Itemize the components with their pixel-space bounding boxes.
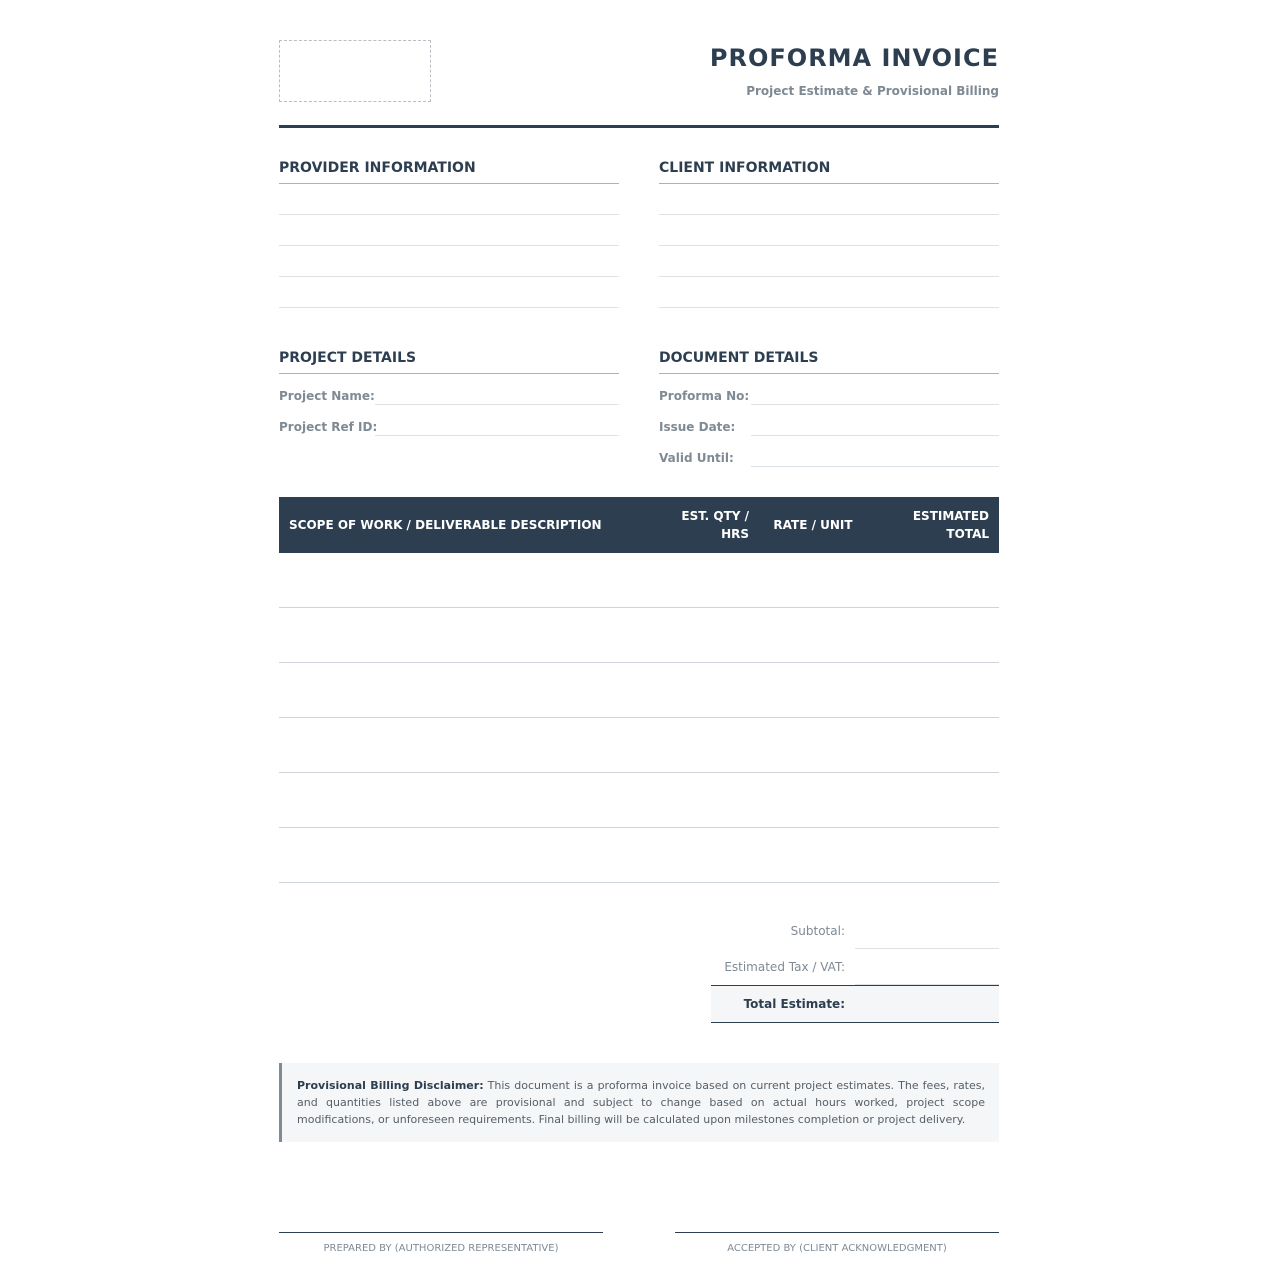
logo-placeholder[interactable] <box>279 40 431 102</box>
scope-table <box>279 497 999 883</box>
total-estimate-row <box>711 985 999 1023</box>
page-subtitle: Project Estimate & Provisional Billing <box>746 84 999 98</box>
disclaimer-box <box>279 1063 999 1142</box>
issue-date-label: Issue Date: <box>659 420 736 434</box>
signature-block <box>279 1232 999 1254</box>
table-row[interactable] <box>279 608 999 663</box>
total-estimate-field[interactable] <box>855 986 999 1022</box>
invoice-header <box>279 40 999 128</box>
header-rate: RATE / UNIT <box>759 497 867 553</box>
document-section <box>659 350 999 467</box>
valid-until-row <box>659 436 999 467</box>
disclaimer-label: Provisional Billing Disclaimer: <box>297 1079 484 1092</box>
party-info <box>279 160 999 308</box>
client-line[interactable] <box>659 184 999 215</box>
project-title: PROJECT DETAILS <box>279 350 619 374</box>
project-name-row <box>279 374 619 405</box>
header-description: SCOPE OF WORK / DELIVERABLE DESCRIPTION <box>279 497 659 553</box>
subtotal-row <box>711 913 999 949</box>
client-title: CLIENT INFORMATION <box>659 160 999 184</box>
client-line[interactable] <box>659 277 999 308</box>
valid-until-label: Valid Until: <box>659 451 734 465</box>
project-ref-row <box>279 405 619 436</box>
accepted-by-signature[interactable]: ACCEPTED BY (CLIENT ACKNOWLEDGMENT) <box>675 1232 999 1254</box>
total-estimate-label: Total Estimate: <box>743 997 845 1011</box>
client-line[interactable] <box>659 246 999 277</box>
tax-row <box>711 949 999 985</box>
details <box>279 350 999 467</box>
disclaimer-text: This document is a proforma invoice based on current project estimates. The fees, rates, and quantities listed above are provisional and subject to change based on actual hours worked, project scope modifications, or unforeseen requirements. Final billing will be calculated upon milestones completion or project delivery. <box>297 1079 985 1126</box>
project-section <box>279 350 619 467</box>
table-row[interactable] <box>279 773 999 828</box>
invoice-page <box>279 0 999 1254</box>
provider-line[interactable] <box>279 184 619 215</box>
project-ref-field[interactable] <box>375 404 619 436</box>
proforma-no-field[interactable] <box>751 373 999 405</box>
document-title: DOCUMENT DETAILS <box>659 350 999 374</box>
subtotal-label: Subtotal: <box>790 924 845 938</box>
table-row[interactable] <box>279 718 999 773</box>
prepared-by-signature[interactable]: PREPARED BY (AUTHORIZED REPRESENTATIVE) <box>279 1232 603 1254</box>
provider-title: PROVIDER INFORMATION <box>279 160 619 184</box>
tax-label: Estimated Tax / VAT: <box>724 960 845 974</box>
subtotal-field[interactable] <box>855 913 999 949</box>
totals-block <box>711 913 999 1023</box>
table-row[interactable] <box>279 663 999 718</box>
project-ref-label: Project Ref ID: <box>279 420 378 434</box>
header-qty: EST. QTY / HRS <box>659 497 759 553</box>
table-header-row <box>279 497 999 553</box>
table-row[interactable] <box>279 828 999 883</box>
client-section <box>659 160 999 308</box>
tax-field[interactable] <box>855 949 999 985</box>
project-name-field[interactable] <box>375 373 619 405</box>
issue-date-row <box>659 405 999 436</box>
header-total: ESTIMATED TOTAL <box>867 497 999 553</box>
provider-section <box>279 160 619 308</box>
valid-until-field[interactable] <box>751 435 999 467</box>
provider-line[interactable] <box>279 246 619 277</box>
proforma-no-label: Proforma No: <box>659 389 750 403</box>
provider-line[interactable] <box>279 277 619 308</box>
table-row[interactable] <box>279 553 999 608</box>
client-line[interactable] <box>659 215 999 246</box>
page-title: PROFORMA INVOICE <box>709 44 999 72</box>
provider-line[interactable] <box>279 215 619 246</box>
proforma-no-row <box>659 374 999 405</box>
issue-date-field[interactable] <box>751 404 999 436</box>
project-name-label: Project Name: <box>279 389 375 403</box>
